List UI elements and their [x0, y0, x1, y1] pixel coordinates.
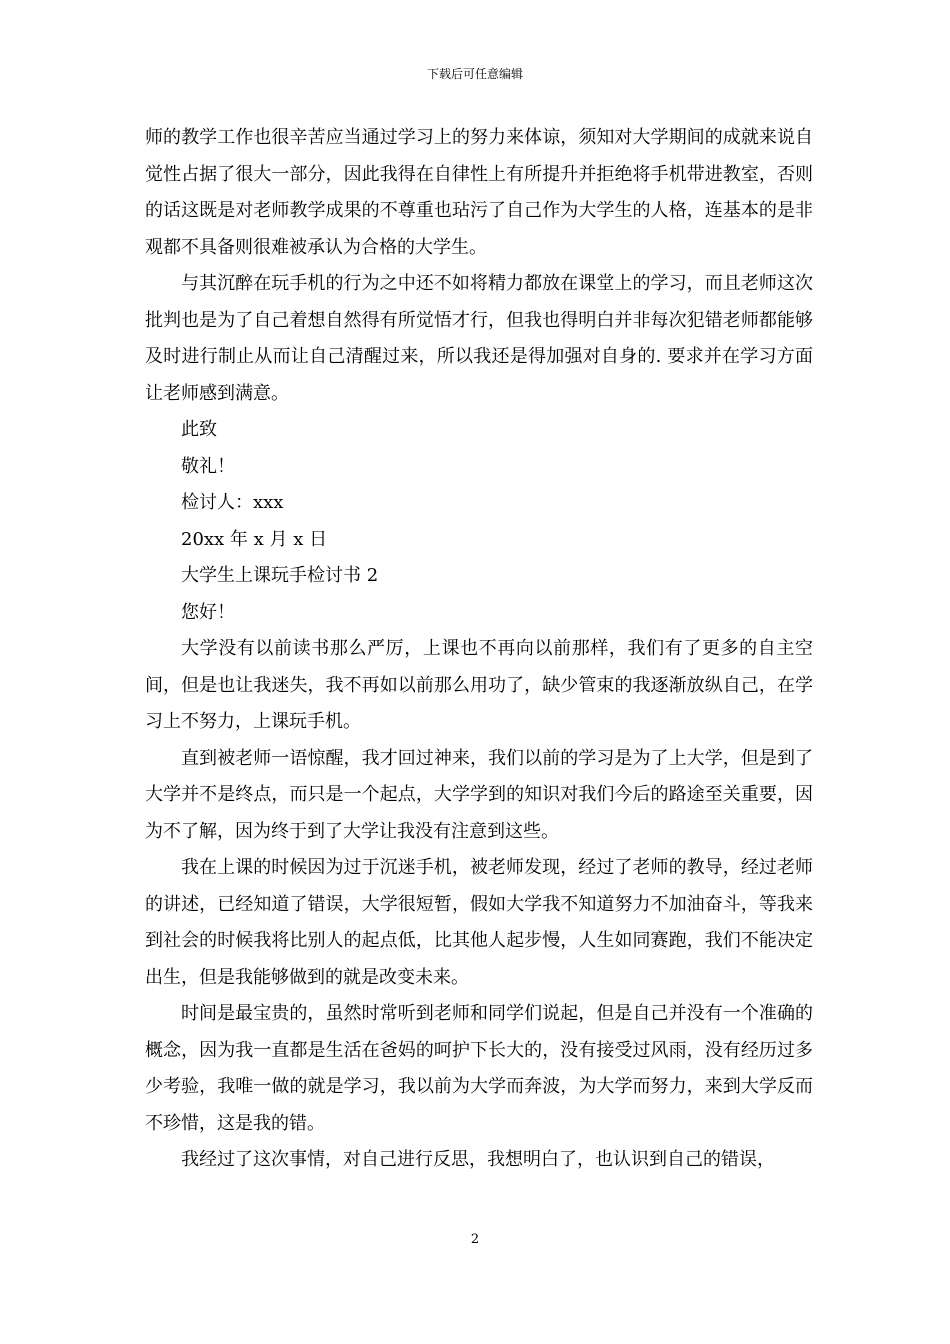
section-title: 大学生上课玩手检讨书 2: [181, 565, 379, 586]
paragraph: 大学没有以前读书那么严厉，上课也不再向以前那样，我们有了更多的自主空间，但是也让我迷失，我不再如以前那么用功了，缺少管束的我逐渐放纵自己，在学习上不努力，上课玩手机。: [145, 638, 813, 732]
closing-salutation: 此致: [181, 419, 217, 440]
paragraph: 我在上课的时候因为过于沉迷手机，被老师发现，经过了老师的教导，经过老师的讲述，已经知道了错误，大学很短暂，假如大学我不知道努力不加油奋斗，等我来到社会的时候我将比别人的起点低，比其他人起步慢，人生如同赛跑，我们不能决定出生，但是我能够做到的就是改变未来。: [145, 857, 813, 988]
paragraph: 我经过了这次事情，对自己进行反思，我想明白了，也认识到自己的错误，: [181, 1149, 775, 1170]
page-number: 2: [470, 1232, 480, 1247]
paragraph-continuation: 师的教学工作也很辛苦应当通过学习上的努力来体谅，须知对大学期间的成就来说自觉性占据了很大一部分，因此我得在自律性上有所提升并拒绝将手机带进教室，否则的话这既是对老师教学成果的不尊重也玷污了自己作为大学生的人格，连基本的是非观都不具备则很难被承认为合格的大学生。: [145, 127, 813, 258]
greeting: 您好！: [181, 601, 235, 623]
page-header: 下载后可任意编辑: [426, 67, 523, 81]
date-line: 20xx 年 x 月 x 日: [181, 528, 328, 550]
paragraph: 与其沉醉在玩手机的行为之中还不如将精力都放在课堂上的学习，而且老师这次批判也是为了自己着想自然得有所觉悟才行，但我也得明白并非每次犯错老师都能够及时进行制止从而让自己清醒过来，所以我还是得加强对自身的. 要求并在学习方面让老师感到满意。: [145, 273, 813, 404]
paragraph: 直到被老师一语惊醒，我才回过神来，我们以前的学习是为了上大学，但是到了大学并不是终点，而只是一个起点，大学学到的知识对我们今后的路途至关重要，因为不了解，因为终于到了大学让我没有注意到这些。: [145, 747, 813, 842]
paragraph: 时间是最宝贵的，虽然时常听到老师和同学们说起，但是自己并没有一个准确的概念，因为我一直都是生活在爸妈的呵护下长大的，没有接受过风雨，没有经历过多少考验，我唯一做的就是学习，我以前为大学而奔波，为大学而努力，来到大学反而不珍惜，这是我的错。: [145, 1003, 813, 1134]
closing-respect: 敬礼！: [181, 455, 235, 477]
document-body: [145, 120, 813, 1179]
signature-line: 检讨人：xxx: [181, 492, 284, 513]
